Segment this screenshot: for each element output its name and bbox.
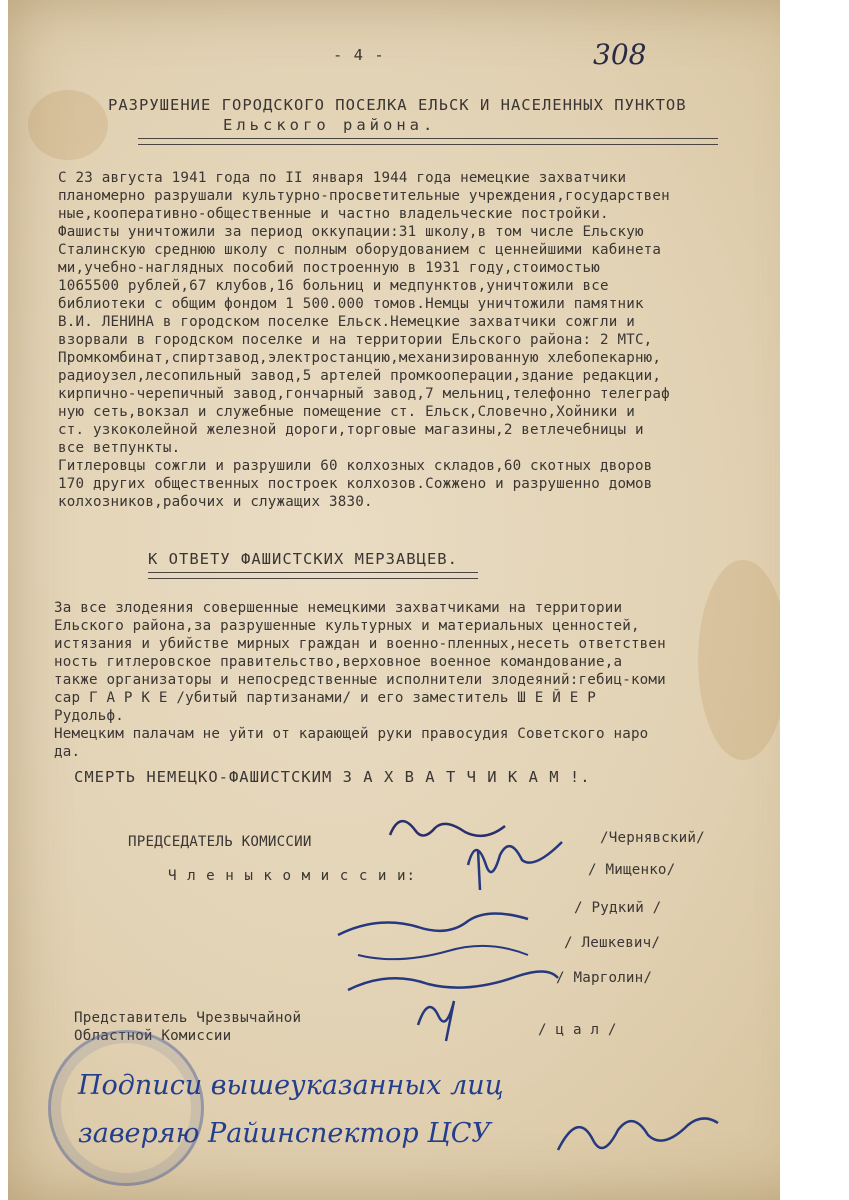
text-line: да. bbox=[54, 744, 81, 760]
text-line: За все злодеяния совершенные немецкими захватчиками на территории bbox=[54, 600, 623, 616]
text-line: также организаторы и непосредственные исполнители злодеяний:гебиц-коми bbox=[54, 672, 666, 688]
text-line: библиотеки с общим фондом 1 500.000 томов.Немцы уничтожили памятник bbox=[58, 296, 644, 312]
signatory-name-4: / Лешкевич/ bbox=[564, 935, 661, 951]
signatory-name-5: / Марголин/ bbox=[556, 970, 653, 986]
text-line: ность гитлеровское правительство,верховное военное командование,а bbox=[54, 654, 623, 670]
heading-underline bbox=[148, 572, 478, 579]
text-line: Рудольф. bbox=[54, 708, 124, 724]
text-line: колхозников,рабочих и служащих 3830. bbox=[58, 494, 373, 510]
title-line-1: РАЗРУШЕНИЕ ГОРОДСКОГО ПОСЕЛКА ЕЛЬСК И НАСЕЛЕННЫХ ПУНКТОВ bbox=[108, 96, 687, 114]
text-line: кирпично-черепичный завод,гончарный завод,7 мельниц,телефонно телеграф bbox=[58, 386, 670, 402]
document-page bbox=[8, 0, 820, 1200]
text-line: С 23 августа 1941 года по II января 1944 года немецкие захватчики bbox=[58, 170, 627, 186]
title-underline bbox=[138, 138, 718, 145]
members-label: Ч л е н ы к о м и с с и и: bbox=[168, 868, 417, 884]
text-line: Промкомбинат,спиртзавод,электростанцию,механизированную хлебопекарню, bbox=[58, 350, 662, 366]
paper-stain bbox=[28, 90, 108, 160]
text-line: ные,кооперативно-общественные и частно владельческие постройки. bbox=[58, 206, 609, 222]
text-line: планомерно разрушали культурно-просветительные учреждения,государствен bbox=[58, 188, 670, 204]
text-line: радиоузел,лесопильный завод,5 артелей промкооперации,здание редакции, bbox=[58, 368, 662, 384]
text-line: 1065500 рублей,67 клубов,16 больниц и медпунктов,уничтожили все bbox=[58, 278, 609, 294]
inspector-signature bbox=[548, 1110, 728, 1170]
official-stamp bbox=[48, 1030, 204, 1186]
text-line: Немецким палачам не уйти от карающей руки правосудия Советского наро bbox=[54, 726, 649, 742]
text-line: все ветпункты. bbox=[58, 440, 181, 456]
signatory-name-3: / Рудкий / bbox=[574, 900, 662, 916]
chairman-label: ПРЕДСЕДАТЕЛЬ КОМИССИИ bbox=[128, 834, 312, 850]
certification-note-line-2: заверяю Райинспектор ЦСУ bbox=[78, 1118, 491, 1149]
paper-stain bbox=[698, 560, 788, 760]
text-line: ст. узкоколейной железной дороги,торговые магазины,2 ветлечебницы и bbox=[58, 422, 644, 438]
representative-label-1: Представитель Чрезвычайной bbox=[74, 1010, 302, 1026]
signatory-name-2: / Мищенко/ bbox=[588, 862, 676, 878]
representative-name: / ц а л / bbox=[538, 1022, 617, 1038]
handwritten-signatures bbox=[308, 805, 668, 1045]
text-line: истязания и убийстве мирных граждан и военно-пленных,несеть ответствен bbox=[54, 636, 666, 652]
text-line: взорвали в городском поселке и на территории Ельского района: 2 МТС, bbox=[58, 332, 653, 348]
archive-number: 308 bbox=[593, 38, 647, 71]
text-line: ную сеть,вокзал и служебные помещение ст. Ельск,Словечно,Хойники и bbox=[58, 404, 635, 420]
slogan: СМЕРТЬ НЕМЕЦКО-ФАШИСТСКИМ З А Х В А Т Ч И К А М !. bbox=[74, 768, 591, 786]
representative-label-2: Областной Комиссии bbox=[74, 1028, 232, 1044]
text-line: ми,учебно-наглядных пособий построенную в 1931 году,стоимостью bbox=[58, 260, 600, 276]
text-line: Ельского района,за разрушенные культурных и материальных ценностей, bbox=[54, 618, 640, 634]
text-line: В.И. ЛЕНИНА в городском поселке Ельск.Немецкие захватчики сожгли и bbox=[58, 314, 635, 330]
signatory-name-1: /Чернявский/ bbox=[600, 830, 705, 846]
page-torn-edge bbox=[780, 0, 849, 1200]
page-number: - 4 - bbox=[333, 46, 385, 64]
title-line-2: Ельского района. bbox=[223, 116, 437, 134]
text-line: 170 других общественных построек колхозов.Сожжено и разрушенно домов bbox=[58, 476, 653, 492]
certification-note-line-1: Подписи вышеуказанных лиц bbox=[78, 1070, 504, 1101]
text-line: Сталинскую среднюю школу с полным оборудованием с ценнейшими кабинета bbox=[58, 242, 662, 258]
section-heading: К ОТВЕТУ ФАШИСТСКИХ МЕРЗАВЦЕВ. bbox=[148, 550, 458, 568]
text-line: Фашисты уничтожили за период оккупации:31 школу,в том числе Ельскую bbox=[58, 224, 644, 240]
text-line: Гитлеровцы сожгли и разрушили 60 колхозных складов,60 скотных дворов bbox=[58, 458, 653, 474]
text-line: сар Г А Р К Е /убитый партизанами/ и его заместитель Ш Е Й Е Р bbox=[54, 690, 596, 706]
